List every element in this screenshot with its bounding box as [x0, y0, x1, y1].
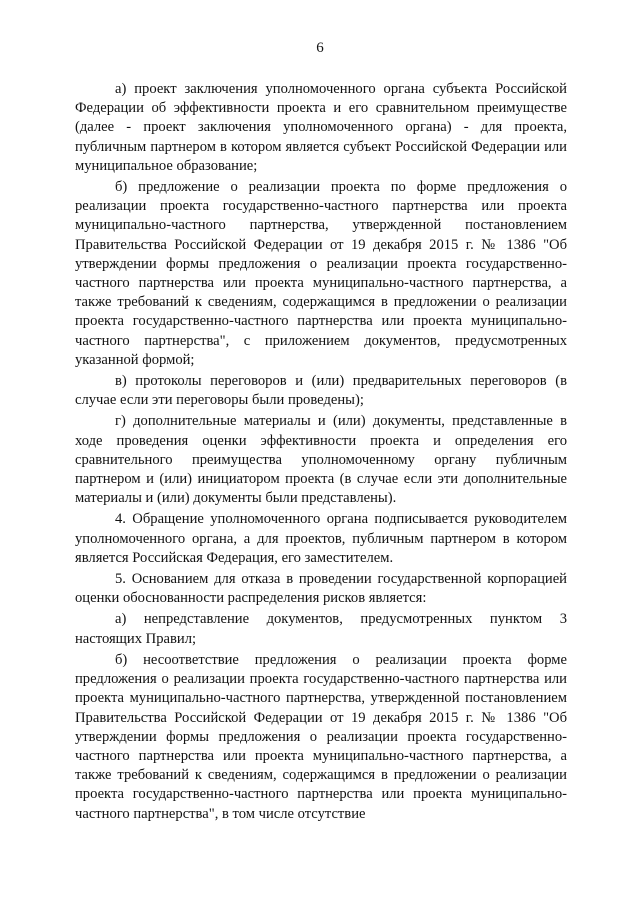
page-number: 6: [316, 40, 324, 56]
paragraph-item-a: а) проект заключения уполномоченного органа субъекта Российской Федерации об эффективности проекта и его сравнительном преимуществе (далее - проект заключения уполномоченного органа) - для проекта, публичным партнером в котором является субъект Российской Федерации или муниципальное образование;: [75, 81, 567, 174]
paragraph-clause-4: 4. Обращение уполномоченного органа подписывается руководителем уполномоченного органа, а для проектов, публичным партнером в котором является Российская Федерация, его заместителем.: [75, 511, 567, 566]
document-body: [75, 80, 567, 826]
paragraph-clause-5: 5. Основанием для отказа в проведении государственной корпорацией оценки обоснованности распределения рисков является:: [75, 571, 567, 607]
paragraph-item-b: б) предложение о реализации проекта по форме предложения о реализации проекта государственно-частного партнерства или проекта муниципально-частного партнерства, утвержденной постановлением Правительства Российской Федерации от 19 декабря 2015 г. № 1386 "Об утверждении формы предложения о реализации проекта государственно-частного партнерства или проекта муниципально-частного партнерства, а также требований к сведениям, содержащимся в предложении о реализации проекта государственно-частного партнерства или проекта муниципально-частного партнерства", с приложением документов, предусмотренных указанной формой;: [75, 179, 567, 368]
paragraph-clause-5-b: б) несоответствие предложения о реализации проекта форме предложения о реализации проекта государственно-частного партнерства или проекта муниципально-частного партнерства, утвержденной постановлением Правительства Российской Федерации от 19 декабря 2015 г. № 1386 "Об утверждении формы предложения о реализации проекта государственно-частного партнерства или проекта муниципально-частного партнерства, а также требований к сведениям, содержащимся в предложении о реализации проекта государственно-частного партнерства или проекта муниципально-частного партнерства", в том числе отсутствие: [75, 651, 567, 822]
paragraph-clause-5-a: а) непредставление документов, предусмотренных пунктом 3 настоящих Правил;: [75, 611, 567, 647]
paragraph-item-v: в) протоколы переговоров и (или) предварительных переговоров (в случае если эти переговоры были проведены);: [75, 373, 567, 409]
paragraph-item-g: г) дополнительные материалы и (или) документы, представленные в ходе проведения оценки эффективности проекта и определения его сравнительного преимущества уполномоченному органу публичным партнером и (или) инициатором проекта (в случае если эти дополнительные материалы и (или) документы были представлены).: [75, 413, 567, 507]
